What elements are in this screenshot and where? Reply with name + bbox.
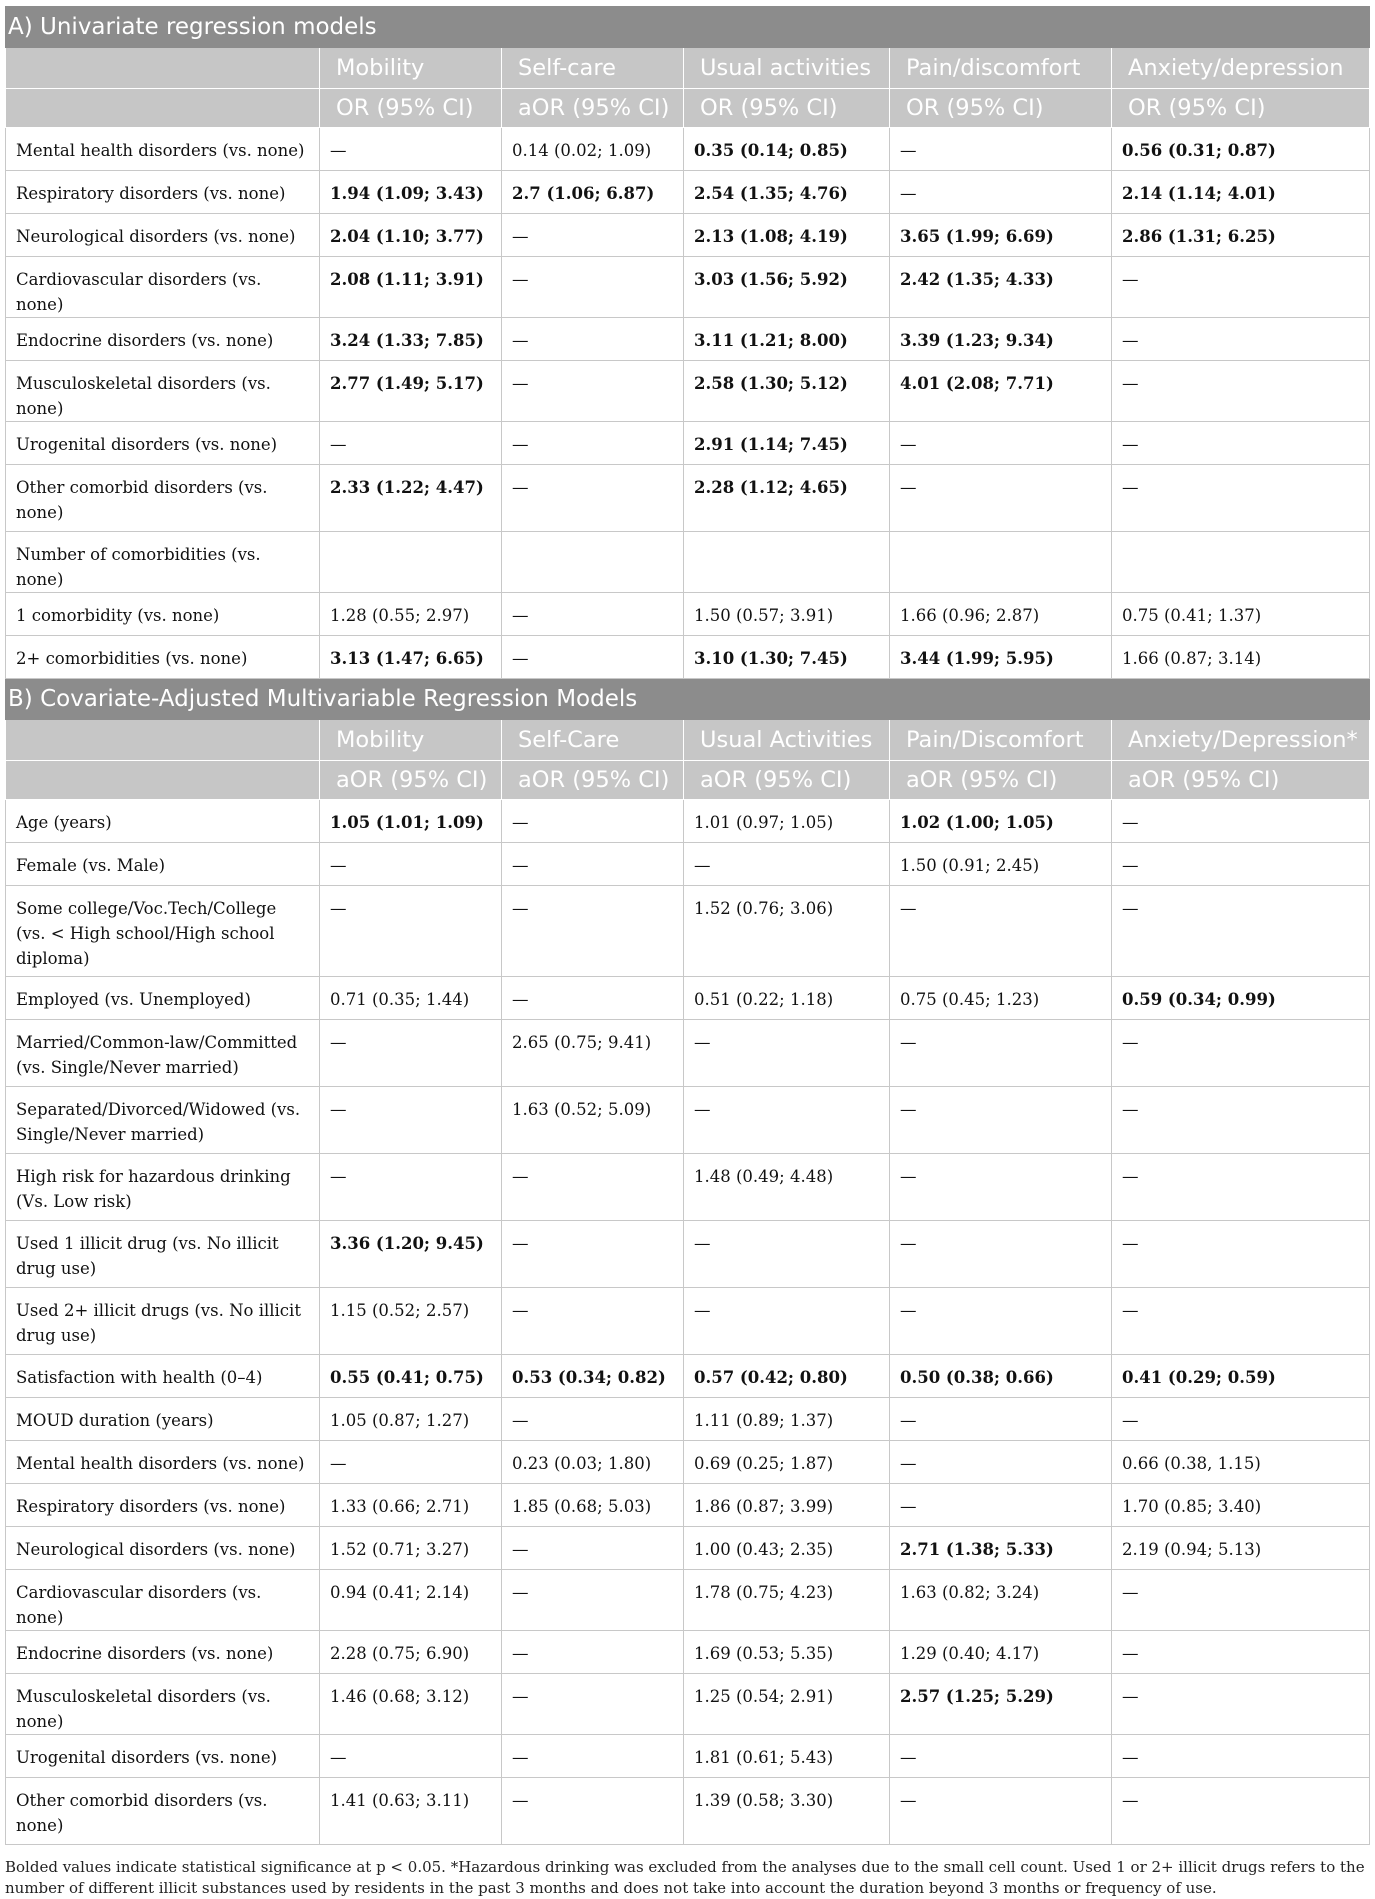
value-cell: 0.23 (0.03; 1.80) <box>502 1441 684 1484</box>
value-cell: — <box>890 1221 1112 1288</box>
value-cell: — <box>890 1398 1112 1441</box>
value-cell: — <box>1112 1674 1370 1735</box>
value-cell: 1.02 (1.00; 1.05) <box>890 800 1112 843</box>
value-cell: 4.01 (2.08; 7.71) <box>890 361 1112 422</box>
value-cell: 0.53 (0.34; 0.82) <box>502 1355 684 1398</box>
table-row <box>6 1288 1370 1355</box>
table-row <box>6 636 1370 679</box>
value-cell: — <box>1112 1154 1370 1221</box>
value-cell: 1.41 (0.63; 3.11) <box>320 1778 502 1845</box>
value-cell: — <box>320 843 502 886</box>
value-cell: — <box>320 422 502 465</box>
row-label: Endocrine disorders (vs. none) <box>6 318 320 361</box>
value-cell: — <box>1112 1398 1370 1441</box>
row-label: Musculoskeletal disorders (vs. none) <box>6 361 320 422</box>
value-cell: — <box>890 465 1112 532</box>
value-cell: 2.42 (1.35; 4.33) <box>890 257 1112 318</box>
row-label: Neurological disorders (vs. none) <box>6 1527 320 1570</box>
value-cell: 3.11 (1.21; 8.00) <box>684 318 890 361</box>
value-cell: 2.19 (0.94; 5.13) <box>1112 1527 1370 1570</box>
value-cell <box>890 532 1112 593</box>
value-cell: — <box>502 800 684 843</box>
value-cell: — <box>890 1288 1112 1355</box>
value-cell: — <box>890 886 1112 977</box>
value-cell: 1.11 (0.89; 1.37) <box>684 1398 890 1441</box>
table-row <box>6 977 1370 1020</box>
table-row <box>6 1221 1370 1288</box>
value-cell: — <box>502 1221 684 1288</box>
value-cell: — <box>890 1154 1112 1221</box>
table-row <box>6 465 1370 532</box>
value-cell: — <box>1112 843 1370 886</box>
value-cell: — <box>890 128 1112 171</box>
value-cell: 1.66 (0.87; 3.14) <box>1112 636 1370 679</box>
value-cell: — <box>502 1288 684 1355</box>
value-cell: — <box>502 1570 684 1631</box>
value-cell: — <box>1112 1020 1370 1087</box>
value-cell: — <box>1112 361 1370 422</box>
value-cell: 1.52 (0.76; 3.06) <box>684 886 890 977</box>
value-cell: — <box>1112 1735 1370 1778</box>
value-cell: — <box>502 593 684 636</box>
value-cell: — <box>320 1020 502 1087</box>
column-subheader: aOR (95% CI) <box>502 89 684 128</box>
value-cell: 2.54 (1.35; 4.76) <box>684 171 890 214</box>
row-label: Mental health disorders (vs. none) <box>6 128 320 171</box>
value-cell: — <box>502 214 684 257</box>
value-cell: 2.28 (0.75; 6.90) <box>320 1631 502 1674</box>
value-cell: 2.7 (1.06; 6.87) <box>502 171 684 214</box>
value-cell: — <box>502 843 684 886</box>
value-cell: 1.81 (0.61; 5.43) <box>684 1735 890 1778</box>
value-cell: 0.59 (0.34; 0.99) <box>1112 977 1370 1020</box>
value-cell: 2.28 (1.12; 4.65) <box>684 465 890 532</box>
value-cell: 2.04 (1.10; 3.77) <box>320 214 502 257</box>
row-label: Respiratory disorders (vs. none) <box>6 171 320 214</box>
value-cell: 1.28 (0.55; 2.97) <box>320 593 502 636</box>
row-label: Female (vs. Male) <box>6 843 320 886</box>
value-cell <box>1112 532 1370 593</box>
value-cell: 1.85 (0.68; 5.03) <box>502 1484 684 1527</box>
value-cell: 3.03 (1.56; 5.92) <box>684 257 890 318</box>
value-cell: 0.57 (0.42; 0.80) <box>684 1355 890 1398</box>
value-cell: 1.00 (0.43; 2.35) <box>684 1527 890 1570</box>
value-cell: — <box>684 1221 890 1288</box>
row-label: Satisfaction with health (0–4) <box>6 1355 320 1398</box>
value-cell: — <box>502 361 684 422</box>
value-cell: — <box>684 1087 890 1154</box>
column-header: Usual activities <box>684 48 890 89</box>
value-cell: — <box>502 1674 684 1735</box>
value-cell: — <box>890 1020 1112 1087</box>
section-b-title: B) Covariate-Adjusted Multivariable Regression Models <box>6 679 1370 720</box>
table-row <box>6 214 1370 257</box>
section-b-title-row <box>6 679 1370 720</box>
value-cell: 2.71 (1.38; 5.33) <box>890 1527 1112 1570</box>
row-label: Neurological disorders (vs. none) <box>6 214 320 257</box>
header-blank-cell <box>6 720 320 761</box>
row-label: Used 1 illicit drug (vs. No illicit drug use) <box>6 1221 320 1288</box>
value-cell: — <box>502 1398 684 1441</box>
value-cell: — <box>1112 318 1370 361</box>
row-label: Musculoskeletal disorders (vs. none) <box>6 1674 320 1735</box>
value-cell: 3.65 (1.99; 6.69) <box>890 214 1112 257</box>
column-header: Mobility <box>320 48 502 89</box>
row-label: Cardiovascular disorders (vs. none) <box>6 1570 320 1631</box>
value-cell: 0.55 (0.41; 0.75) <box>320 1355 502 1398</box>
value-cell: 1.05 (0.87; 1.27) <box>320 1398 502 1441</box>
value-cell: — <box>502 318 684 361</box>
table-row <box>6 886 1370 977</box>
subheader-blank-cell <box>6 89 320 128</box>
column-subheader: aOR (95% CI) <box>890 761 1112 800</box>
table-row <box>6 171 1370 214</box>
row-label: Used 2+ illicit drugs (vs. No illicit drug use) <box>6 1288 320 1355</box>
value-cell: 2.86 (1.31; 6.25) <box>1112 214 1370 257</box>
value-cell: — <box>320 1735 502 1778</box>
value-cell: 3.10 (1.30; 7.45) <box>684 636 890 679</box>
value-cell: — <box>1112 1288 1370 1355</box>
row-label: Other comorbid disorders (vs. none) <box>6 465 320 532</box>
table-row <box>6 800 1370 843</box>
value-cell: — <box>890 1778 1112 1845</box>
table-row <box>6 1484 1370 1527</box>
value-cell: — <box>502 1778 684 1845</box>
section-b-header-row <box>6 720 1370 761</box>
value-cell: 0.51 (0.22; 1.18) <box>684 977 890 1020</box>
value-cell: — <box>1112 422 1370 465</box>
value-cell: 2.33 (1.22; 4.47) <box>320 465 502 532</box>
value-cell: 0.50 (0.38; 0.66) <box>890 1355 1112 1398</box>
value-cell: 1.05 (1.01; 1.09) <box>320 800 502 843</box>
table-row <box>6 361 1370 422</box>
value-cell: — <box>1112 1570 1370 1631</box>
value-cell: 1.50 (0.91; 2.45) <box>890 843 1112 886</box>
value-cell: — <box>1112 886 1370 977</box>
value-cell: 0.41 (0.29; 0.59) <box>1112 1355 1370 1398</box>
table-row <box>6 1398 1370 1441</box>
value-cell: — <box>890 171 1112 214</box>
value-cell: 2.08 (1.11; 3.91) <box>320 257 502 318</box>
value-cell: 1.15 (0.52; 2.57) <box>320 1288 502 1355</box>
value-cell: 1.70 (0.85; 3.40) <box>1112 1484 1370 1527</box>
value-cell: 1.01 (0.97; 1.05) <box>684 800 890 843</box>
row-label: High risk for hazardous drinking (Vs. Low risk) <box>6 1154 320 1221</box>
table-row <box>6 1778 1370 1845</box>
row-label: Married/Common-law/Committed (vs. Single/Never married) <box>6 1020 320 1087</box>
value-cell: 3.13 (1.47; 6.65) <box>320 636 502 679</box>
value-cell: 1.48 (0.49; 4.48) <box>684 1154 890 1221</box>
results-table-document <box>5 6 1369 1899</box>
section-a-header-row <box>6 48 1370 89</box>
section-a-title-row <box>6 7 1370 48</box>
table-row <box>6 1570 1370 1631</box>
value-cell: — <box>684 843 890 886</box>
table-body <box>6 7 1370 1845</box>
value-cell: — <box>890 1484 1112 1527</box>
table-row <box>6 532 1370 593</box>
value-cell: — <box>890 1441 1112 1484</box>
value-cell: 0.35 (0.14; 0.85) <box>684 128 890 171</box>
value-cell: 1.94 (1.09; 3.43) <box>320 171 502 214</box>
value-cell: 2.13 (1.08; 4.19) <box>684 214 890 257</box>
table-row <box>6 1154 1370 1221</box>
value-cell: 0.75 (0.45; 1.23) <box>890 977 1112 1020</box>
value-cell: 1.50 (0.57; 3.91) <box>684 593 890 636</box>
value-cell: — <box>502 1735 684 1778</box>
value-cell: 1.39 (0.58; 3.30) <box>684 1778 890 1845</box>
table-row <box>6 1355 1370 1398</box>
value-cell: 0.14 (0.02; 1.09) <box>502 128 684 171</box>
column-header: Usual Activities <box>684 720 890 761</box>
value-cell: 1.63 (0.82; 3.24) <box>890 1570 1112 1631</box>
table-row <box>6 1735 1370 1778</box>
row-label: Urogenital disorders (vs. none) <box>6 1735 320 1778</box>
column-header: Mobility <box>320 720 502 761</box>
column-subheader: OR (95% CI) <box>320 89 502 128</box>
table-row <box>6 128 1370 171</box>
value-cell: 2.57 (1.25; 5.29) <box>890 1674 1112 1735</box>
value-cell <box>502 532 684 593</box>
regression-table <box>5 6 1370 1845</box>
value-cell: — <box>684 1020 890 1087</box>
value-cell: 2.77 (1.49; 5.17) <box>320 361 502 422</box>
table-row <box>6 1527 1370 1570</box>
column-header: Pain/Discomfort <box>890 720 1112 761</box>
column-header: Self-care <box>502 48 684 89</box>
value-cell: — <box>502 257 684 318</box>
row-label: Endocrine disorders (vs. none) <box>6 1631 320 1674</box>
section-a-title: A) Univariate regression models <box>6 7 1370 48</box>
table-row <box>6 843 1370 886</box>
row-label: 2+ comorbidities (vs. none) <box>6 636 320 679</box>
table-row <box>6 318 1370 361</box>
value-cell: 1.33 (0.66; 2.71) <box>320 1484 502 1527</box>
value-cell: — <box>1112 1087 1370 1154</box>
column-header: Pain/discomfort <box>890 48 1112 89</box>
value-cell: — <box>320 886 502 977</box>
table-row <box>6 257 1370 318</box>
value-cell: 3.44 (1.99; 5.95) <box>890 636 1112 679</box>
value-cell: 0.75 (0.41; 1.37) <box>1112 593 1370 636</box>
value-cell: — <box>502 977 684 1020</box>
column-subheader: OR (95% CI) <box>1112 89 1370 128</box>
value-cell: 3.24 (1.33; 7.85) <box>320 318 502 361</box>
value-cell: — <box>890 1735 1112 1778</box>
value-cell: — <box>320 1441 502 1484</box>
value-cell: — <box>1112 1631 1370 1674</box>
value-cell: — <box>502 1631 684 1674</box>
value-cell: 1.66 (0.96; 2.87) <box>890 593 1112 636</box>
value-cell: — <box>502 886 684 977</box>
column-subheader: aOR (95% CI) <box>320 761 502 800</box>
row-label: Respiratory disorders (vs. none) <box>6 1484 320 1527</box>
value-cell: — <box>1112 800 1370 843</box>
value-cell: 1.52 (0.71; 3.27) <box>320 1527 502 1570</box>
row-label: Other comorbid disorders (vs. none) <box>6 1778 320 1845</box>
column-header: Anxiety/Depression* <box>1112 720 1370 761</box>
column-subheader: OR (95% CI) <box>890 89 1112 128</box>
value-cell: 0.94 (0.41; 2.14) <box>320 1570 502 1631</box>
value-cell: — <box>502 465 684 532</box>
row-label: MOUD duration (years) <box>6 1398 320 1441</box>
value-cell: — <box>502 636 684 679</box>
row-label: Employed (vs. Unemployed) <box>6 977 320 1020</box>
value-cell <box>320 532 502 593</box>
value-cell: — <box>502 1527 684 1570</box>
table-row <box>6 1087 1370 1154</box>
section-b-subheader-row <box>6 761 1370 800</box>
value-cell: 2.14 (1.14; 4.01) <box>1112 171 1370 214</box>
value-cell <box>684 532 890 593</box>
row-label: Age (years) <box>6 800 320 843</box>
row-label: Urogenital disorders (vs. none) <box>6 422 320 465</box>
row-label: Number of comorbidities (vs. none) <box>6 532 320 593</box>
column-header: Self-Care <box>502 720 684 761</box>
value-cell: 2.58 (1.30; 5.12) <box>684 361 890 422</box>
value-cell: 1.63 (0.52; 5.09) <box>502 1087 684 1154</box>
value-cell: 1.86 (0.87; 3.99) <box>684 1484 890 1527</box>
value-cell: — <box>1112 465 1370 532</box>
table-row <box>6 593 1370 636</box>
table-row <box>6 1631 1370 1674</box>
column-subheader: aOR (95% CI) <box>502 761 684 800</box>
value-cell: — <box>320 1087 502 1154</box>
subheader-blank-cell <box>6 761 320 800</box>
value-cell: — <box>502 1154 684 1221</box>
value-cell: 2.91 (1.14; 7.45) <box>684 422 890 465</box>
table-row <box>6 1441 1370 1484</box>
value-cell: 3.39 (1.23; 9.34) <box>890 318 1112 361</box>
value-cell: — <box>684 1288 890 1355</box>
column-header: Anxiety/depression <box>1112 48 1370 89</box>
column-subheader: aOR (95% CI) <box>1112 761 1370 800</box>
value-cell: — <box>1112 1778 1370 1845</box>
header-blank-cell <box>6 48 320 89</box>
value-cell: 1.69 (0.53; 5.35) <box>684 1631 890 1674</box>
value-cell: 0.69 (0.25; 1.87) <box>684 1441 890 1484</box>
value-cell: — <box>320 128 502 171</box>
value-cell: 1.25 (0.54; 2.91) <box>684 1674 890 1735</box>
value-cell: — <box>890 1087 1112 1154</box>
value-cell: 0.71 (0.35; 1.44) <box>320 977 502 1020</box>
value-cell: 1.46 (0.68; 3.12) <box>320 1674 502 1735</box>
value-cell: — <box>1112 257 1370 318</box>
row-label: Separated/Divorced/Widowed (vs. Single/Never married) <box>6 1087 320 1154</box>
value-cell: 0.66 (0.38, 1.15) <box>1112 1441 1370 1484</box>
row-label: Cardiovascular disorders (vs. none) <box>6 257 320 318</box>
table-row <box>6 1020 1370 1087</box>
value-cell: 1.78 (0.75; 4.23) <box>684 1570 890 1631</box>
value-cell: 0.56 (0.31; 0.87) <box>1112 128 1370 171</box>
value-cell: 1.29 (0.40; 4.17) <box>890 1631 1112 1674</box>
value-cell: 2.65 (0.75; 9.41) <box>502 1020 684 1087</box>
value-cell: — <box>502 422 684 465</box>
value-cell: — <box>890 422 1112 465</box>
row-label: 1 comorbidity (vs. none) <box>6 593 320 636</box>
table-footnote: Bolded values indicate statistical significance at p < 0.05. *Hazardous drinking was excluded from the analyses due to the small cell count. Used 1 or 2+ illicit drugs refers to the number of different illicit substances used by residents in the past 3 months and does not take into account the duration beyond 3 months or frequency of use. <box>5 1858 1365 1897</box>
column-subheader: aOR (95% CI) <box>684 761 890 800</box>
row-label: Mental health disorders (vs. none) <box>6 1441 320 1484</box>
table-row <box>6 1674 1370 1735</box>
section-a-subheader-row <box>6 89 1370 128</box>
table-row <box>6 422 1370 465</box>
value-cell: — <box>320 1154 502 1221</box>
column-subheader: OR (95% CI) <box>684 89 890 128</box>
value-cell: — <box>1112 1221 1370 1288</box>
row-label: Some college/Voc.Tech/College (vs. < High school/High school diploma) <box>6 886 320 977</box>
value-cell: 3.36 (1.20; 9.45) <box>320 1221 502 1288</box>
